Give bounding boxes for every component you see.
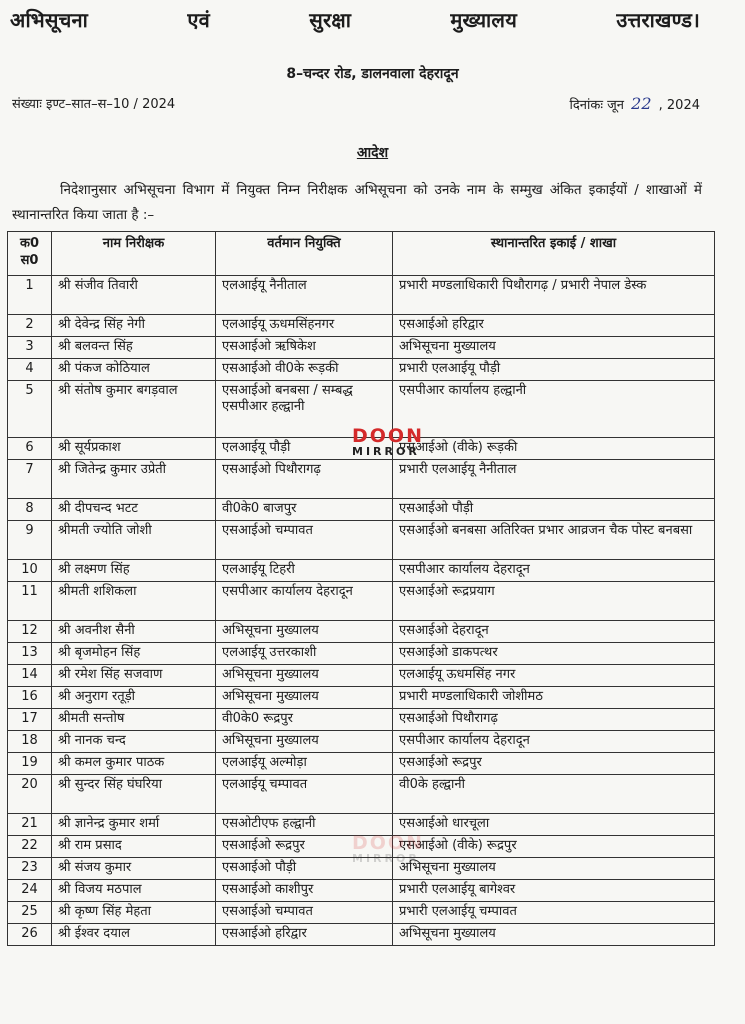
cell-name: श्री ईश्वर दयाल [52, 924, 216, 946]
cell-transfer-unit: एसआईओ रूद्रप्रयाग [393, 582, 715, 621]
header-word-5: उत्तराखण्ड। [616, 8, 700, 32]
cell-serial: 23 [8, 858, 52, 880]
cell-serial: 1 [8, 276, 52, 315]
cell-serial: 26 [8, 924, 52, 946]
cell-current-posting: एसआईओ पौड़ी [216, 858, 393, 880]
watermark-text-doon: DOON [352, 425, 424, 447]
cell-transfer-unit: एसआईओ देहरादून [393, 621, 715, 643]
cell-serial: 6 [8, 438, 52, 460]
cell-current-posting: एलआईयू चम्पावत [216, 775, 393, 814]
cell-serial: 16 [8, 687, 52, 709]
date-day-handwritten: 22 [631, 94, 652, 113]
date-label: दिनांकः जून [569, 98, 624, 113]
cell-transfer-unit: प्रभारी मण्डलाधिकारी जोशीमठ [393, 687, 715, 709]
cell-transfer-unit: एसआईओ धारचूला [393, 814, 715, 836]
transfer-table [7, 231, 715, 946]
cell-transfer-unit: एसपीआर कार्यालय हल्द्वानी [393, 381, 715, 438]
cell-serial: 9 [8, 521, 52, 560]
cell-name: श्रीमती शशिकला [52, 582, 216, 621]
cell-serial: 4 [8, 359, 52, 381]
cell-transfer-unit: एलआईयू ऊधमसिंह नगर [393, 665, 715, 687]
cell-transfer-unit: प्रभारी एलआईयू चम्पावत [393, 902, 715, 924]
cell-name: श्री संजीव तिवारी [52, 276, 216, 315]
cell-transfer-unit: एसआईओ (वीके) रूद्रपुर [393, 836, 715, 858]
cell-serial: 22 [8, 836, 52, 858]
cell-current-posting: एलआईयू पौड़ी [216, 438, 393, 460]
table-row [8, 902, 715, 924]
cell-serial: 7 [8, 460, 52, 499]
cell-serial: 17 [8, 709, 52, 731]
cell-current-posting: एसआईओ रूद्रपुर [216, 836, 393, 858]
cell-serial: 8 [8, 499, 52, 521]
cell-name: श्री कमल कुमार पाठक [52, 753, 216, 775]
table-row [8, 621, 715, 643]
table-row [8, 880, 715, 902]
cell-serial: 19 [8, 753, 52, 775]
cell-transfer-unit: अभिसूचना मुख्यालय [393, 924, 715, 946]
table-row [8, 775, 715, 814]
cell-name: श्री सुन्दर सिंह घंघरिया [52, 775, 216, 814]
header-word-3: सुरक्षा [309, 8, 352, 32]
cell-transfer-unit: एसआईओ पिथौरागढ़ [393, 709, 715, 731]
cell-current-posting: एसआईओ वी0के रूड़की [216, 359, 393, 381]
cell-current-posting: वी0के0 बाजपुर [216, 499, 393, 521]
cell-name: श्री बलवन्त सिंह [52, 337, 216, 359]
cell-name: श्री जितेन्द्र कुमार उप्रेती [52, 460, 216, 499]
table-row [8, 665, 715, 687]
cell-transfer-unit: प्रभारी एलआईयू बागेश्वर [393, 880, 715, 902]
table-row [8, 836, 715, 858]
table-row [8, 438, 715, 460]
table-row [8, 276, 715, 315]
cell-serial: 21 [8, 814, 52, 836]
cell-current-posting: वी0के0 रूद्रपुर [216, 709, 393, 731]
table-row [8, 924, 715, 946]
cell-transfer-unit: एसपीआर कार्यालय देहरादून [393, 560, 715, 582]
table-row [8, 499, 715, 521]
cell-current-posting: एसआईओ पिथौरागढ़ [216, 460, 393, 499]
office-header [10, 6, 700, 33]
cell-current-posting: एलआईयू टिहरी [216, 560, 393, 582]
header-transfer-unit: स्थानान्तरित इकाई / शाखा [393, 232, 715, 276]
table-row [8, 643, 715, 665]
cell-serial: 18 [8, 731, 52, 753]
cell-serial: 24 [8, 880, 52, 902]
table-row [8, 337, 715, 359]
table-row [8, 560, 715, 582]
order-date [570, 94, 700, 113]
cell-transfer-unit: एसआईओ रूद्रपुर [393, 753, 715, 775]
cell-name: श्री पंकज कोठियाल [52, 359, 216, 381]
cell-name: श्री बृजमोहन सिंह [52, 643, 216, 665]
cell-serial: 11 [8, 582, 52, 621]
cell-serial: 12 [8, 621, 52, 643]
cell-serial: 2 [8, 315, 52, 337]
header-name: नाम निरीक्षक [52, 232, 216, 276]
table-row [8, 460, 715, 499]
cell-transfer-unit: अभिसूचना मुख्यालय [393, 858, 715, 880]
cell-transfer-unit: अभिसूचना मुख्यालय [393, 337, 715, 359]
table-row [8, 731, 715, 753]
cell-current-posting: अभिसूचना मुख्यालय [216, 621, 393, 643]
intro-paragraph: निदेशानुसार अभिसूचना विभाग में नियुक्त निम्न निरीक्षक अभिसूचना को उनके नाम के सम्मुख अंकित इकाईयों / शाखाओं में स्थानान्तरित किया जाता है :– [12, 182, 702, 223]
cell-name: श्री अनुराग रतूड़ी [52, 687, 216, 709]
table-row [8, 687, 715, 709]
cell-name: श्री कृष्ण सिंह मेहता [52, 902, 216, 924]
cell-transfer-unit: प्रभारी मण्डलाधिकारी पिथौरागढ़ / प्रभारी नेपाल डेस्क [393, 276, 715, 315]
cell-current-posting: एलआईयू ऊधमसिंहनगर [216, 315, 393, 337]
cell-transfer-unit: एसआईओ डाकपत्थर [393, 643, 715, 665]
cell-transfer-unit: एसआईओ बनबसा अतिरिक्त प्रभार आव्रजन चैक पोस्ट बनबसा [393, 521, 715, 560]
header-word-2: एवं [187, 8, 210, 32]
table-row [8, 582, 715, 621]
cell-transfer-unit: एसआईओ हरिद्वार [393, 315, 715, 337]
cell-current-posting: एसआईओ चम्पावत [216, 902, 393, 924]
cell-transfer-unit: प्रभारी एलआईयू नैनीताल [393, 460, 715, 499]
cell-name: श्री लक्ष्मण सिंह [52, 560, 216, 582]
cell-current-posting: एसओटीएफ हल्द्वानी [216, 814, 393, 836]
cell-transfer-unit: प्रभारी एलआईयू पौड़ी [393, 359, 715, 381]
table-row [8, 315, 715, 337]
cell-name: श्री दीपचन्द भटट [52, 499, 216, 521]
cell-current-posting: अभिसूचना मुख्यालय [216, 687, 393, 709]
cell-current-posting: एसपीआर कार्यालय देहरादून [216, 582, 393, 621]
table-row [8, 858, 715, 880]
watermark-faint-mirror: MIRROR [352, 852, 420, 865]
cell-name: श्री सूर्यप्रकाश [52, 438, 216, 460]
cell-current-posting: एलआईयू नैनीताल [216, 276, 393, 315]
cell-current-posting: एसआईओ चम्पावत [216, 521, 393, 560]
cell-current-posting: अभिसूचना मुख्यालय [216, 731, 393, 753]
cell-current-posting: एसआईओ काशीपुर [216, 880, 393, 902]
cell-serial: 5 [8, 381, 52, 438]
cell-name: श्री रमेश सिंह सजवाण [52, 665, 216, 687]
cell-current-posting: अभिसूचना मुख्यालय [216, 665, 393, 687]
cell-serial: 20 [8, 775, 52, 814]
cell-transfer-unit: वी0के हल्द्वानी [393, 775, 715, 814]
header-word-4: मुख्यालय [450, 8, 517, 32]
cell-current-posting: एसआईओ ऋषिकेश [216, 337, 393, 359]
reference-row [12, 94, 700, 113]
watermark-text-mirror: MIRROR [352, 445, 420, 458]
cell-name: श्रीमती ज्योति जोशी [52, 521, 216, 560]
cell-name: श्री देवेन्द्र सिंह नेगी [52, 315, 216, 337]
header-current-posting: वर्तमान नियुक्ति [216, 232, 393, 276]
cell-serial: 3 [8, 337, 52, 359]
cell-current-posting: एसआईओ बनबसा / सम्बद्ध एसपीआर हल्द्वानी [216, 381, 393, 438]
order-title: आदेश [356, 145, 389, 161]
cell-serial: 10 [8, 560, 52, 582]
cell-serial: 13 [8, 643, 52, 665]
table-row [8, 814, 715, 836]
watermark-faint-doon: DOON [352, 832, 424, 854]
table-row [8, 709, 715, 731]
table-row [8, 521, 715, 560]
cell-transfer-unit: एसआईओ पौड़ी [393, 499, 715, 521]
cell-serial: 14 [8, 665, 52, 687]
reference-number: संख्याः इण्ट–सात–स–10 / 2024 [12, 97, 176, 112]
cell-transfer-unit: एसआईओ (वीके) रूड़की [393, 438, 715, 460]
table-header-row [8, 232, 715, 276]
cell-transfer-unit: एसपीआर कार्यालय देहरादून [393, 731, 715, 753]
table-row [8, 753, 715, 775]
header-serial: क0 स0 [8, 232, 52, 276]
table-row [8, 381, 715, 438]
cell-name: श्री राम प्रसाद [52, 836, 216, 858]
cell-name: श्री विजय मठपाल [52, 880, 216, 902]
office-address: 8–चन्दर रोड, डालनवाला देहरादून [286, 66, 459, 82]
date-year: , 2024 [658, 98, 700, 113]
cell-name: श्री संजय कुमार [52, 858, 216, 880]
cell-name: श्री अवनीश सैनी [52, 621, 216, 643]
cell-name: श्री नानक चन्द [52, 731, 216, 753]
cell-serial: 25 [8, 902, 52, 924]
table-row [8, 359, 715, 381]
cell-current-posting: एलआईयू उत्तरकाशी [216, 643, 393, 665]
cell-current-posting: एसआईओ हरिद्वार [216, 924, 393, 946]
cell-name: श्री संतोष कुमार बगड़वाल [52, 381, 216, 438]
cell-current-posting: एलआईयू अल्मोड़ा [216, 753, 393, 775]
cell-name: श्री ज्ञानेन्द्र कुमार शर्मा [52, 814, 216, 836]
cell-name: श्रीमती सन्तोष [52, 709, 216, 731]
header-word-1: अभिसूचना [10, 8, 89, 32]
